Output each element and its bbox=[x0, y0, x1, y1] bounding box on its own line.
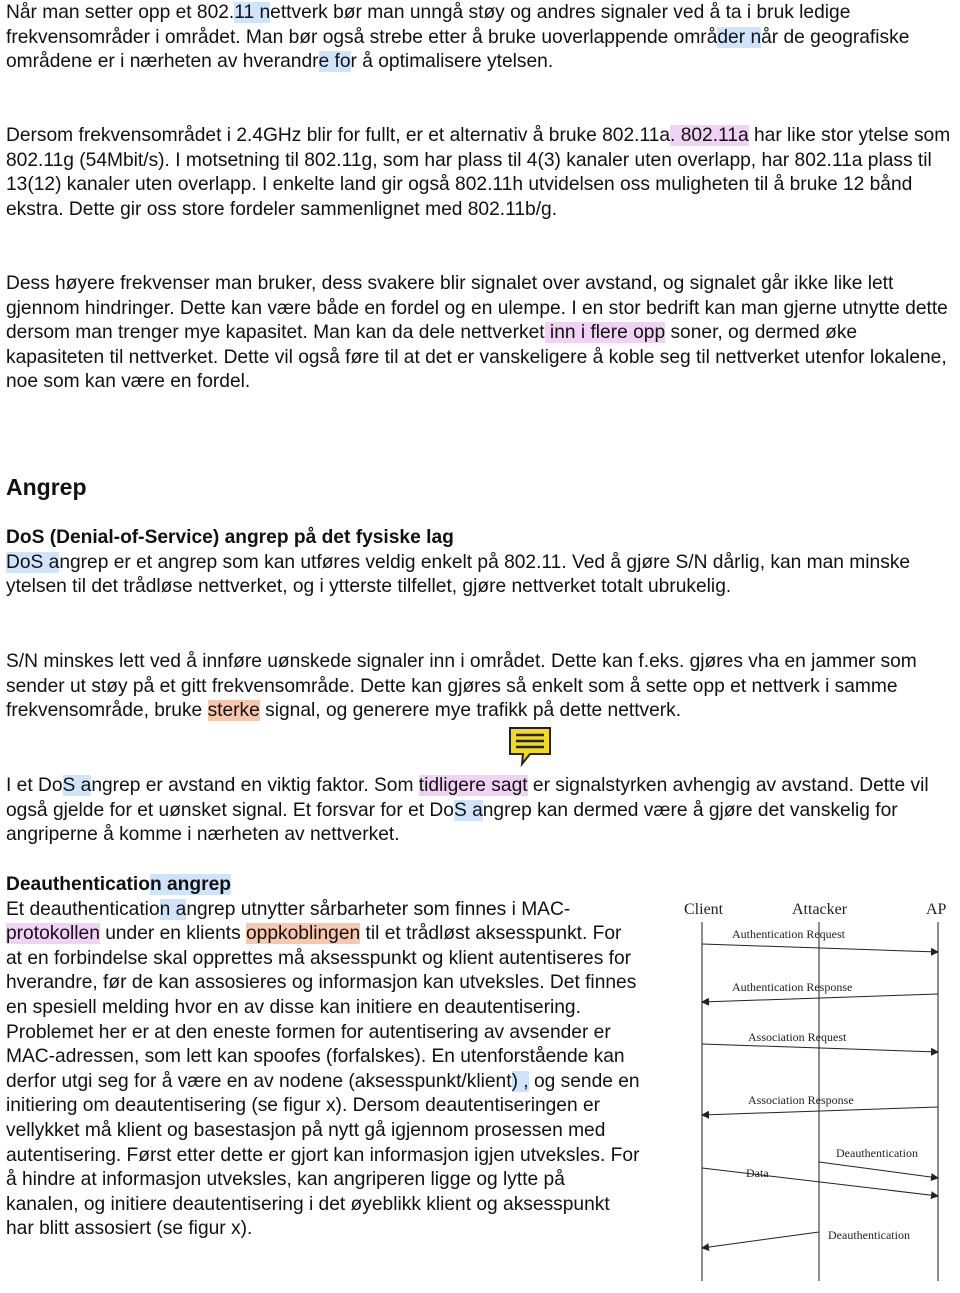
paragraph-sn-jamming bbox=[6, 650, 954, 724]
message-label: Authentication Response bbox=[732, 980, 853, 994]
subheading-dos: DoS (Denial-of-Service) angrep på det fysiske lag bbox=[6, 527, 454, 548]
highlight-blue[interactable]: der n bbox=[717, 26, 762, 48]
paragraph-frequency-planning bbox=[6, 1, 954, 75]
highlight-blue[interactable]: DoS a bbox=[6, 551, 60, 573]
text-run: soner, og dermed øke kapasiteten til nettverket. Dette vil også føre til at det er vanskeligere å koble seg til nettverket utenfor lokalene, noe som kan være en fordel. bbox=[6, 322, 947, 393]
text-run: Når man setter opp et 802. bbox=[6, 2, 235, 23]
text-run: ettverk bør man unngå støy og andres signaler ved å ta i bruk ledige frekvensområder i området. Man bør også strebe etter å bruke uoverlappende områ bbox=[6, 2, 851, 48]
highlight-blue[interactable]: 11 n bbox=[234, 2, 271, 23]
text-run: år de geografiske områdene er i nærheten av hverandr bbox=[6, 26, 910, 73]
label-client: Client bbox=[684, 901, 724, 918]
text-run: signal, og generere mye trafikk på dette nettverk. bbox=[259, 700, 682, 722]
text-run: Et deauthenticatio bbox=[6, 898, 160, 920]
message-arrow bbox=[702, 1232, 819, 1248]
highlight-orange[interactable]: oppkoblingen bbox=[246, 923, 361, 945]
text-run: I et Do bbox=[6, 775, 63, 796]
highlight-blue[interactable]: n a bbox=[159, 898, 187, 920]
text-run: S/N minskes lett ved å innføre uønskede signaler inn i området. Dette kan f.eks. gjøres vha en jammer som sender ut støy på et gitt frekvensområde. Dette kan gjøres så enkelt som å sette opp et nettverk i samme frekvensområde, bruke bbox=[6, 651, 917, 722]
paragraph-802-11a bbox=[6, 124, 954, 222]
text-run: har like stor ytelse som 802.11g (54Mbit/s). I motsetning til 802.11g, som har plass til 4(3) kanaler uten overlapp, har 802.11a plass til 13(12) kanaler uten overlapp. I enkelte land gir også 802.11h utvidelsen oss muligheten til å bruke 12 bånd ekstra. Dette gir oss store fordeler sammenlignet med 802.11b/g. bbox=[6, 125, 951, 220]
text-run: under en klients bbox=[99, 923, 247, 945]
text-run: r å optimalisere ytelsen. bbox=[350, 51, 554, 73]
text-run: Dess høyere frekvenser man bruker, dess svakere blir signalet over avstand, og signalet går ikke like lett gjennom hindringer. Dette kan være både en fordel og en ulempe. I en stor bedrift kan man gjerne utnytte dette dersom man trenger mye kapasitet. Man kan da dele nettverket bbox=[6, 273, 948, 344]
message-arrow bbox=[819, 1162, 938, 1178]
message-label: Deauthentication bbox=[828, 1228, 910, 1242]
paragraph-dos-distance bbox=[6, 774, 954, 848]
deauth-section bbox=[6, 873, 640, 1242]
message-label: Data bbox=[746, 1166, 769, 1180]
message-arrow bbox=[702, 1044, 938, 1052]
subheading-deauth bbox=[6, 873, 640, 898]
label-ap: AP bbox=[926, 901, 947, 918]
text-run: ngrep utnytter sårbarheter som finnes i MAC- bbox=[186, 898, 571, 920]
text-run: ngrep er et angrep som kan utføres veldig enkelt på 802.11. Ved å gjøre S/N dårlig, kan man minske ytelsen til det trådløse nettverket, og i ytterste tilfellet, gjøre nettverket totalt ubrukelig. bbox=[6, 551, 911, 598]
text-run: Dersom frekvensområdet i 2.4GHz blir for fullt, er et alternativ å bruke 802.11a bbox=[6, 125, 671, 146]
message-label: Authentication Request bbox=[732, 927, 845, 941]
section-heading-angrep: Angrep bbox=[6, 474, 87, 500]
message-label: Association Response bbox=[748, 1093, 854, 1107]
message-arrow bbox=[702, 1107, 938, 1115]
message-arrow bbox=[702, 994, 938, 1002]
text-run: ngrep kan dermed være å gjøre det vanskelig for angriperne å komme i nærheten av nettverket. bbox=[6, 799, 898, 846]
highlight-pink[interactable]: inn i flere opp bbox=[544, 322, 666, 344]
deauth-sequence-figure bbox=[676, 896, 958, 1286]
text-run: til et trådløst aksesspunkt. For at en forbindelse skal opprettes må aksesspunkt og klient autentiseres for hverandre, før de kan assosieres og informasjon kan utveksles. Det finnes en spesiell melding hvor en av disse kan initiere en deautentisering. Problemet her er at den eneste formen for autentisering av avsender er MAC-adressen, som lett kan spoofes (forfalskes). En utenforstående kan derfor utgi seg for å være en av nodene (aksesspunkt/klient bbox=[6, 923, 637, 1092]
highlight-orange[interactable]: sterke bbox=[207, 700, 260, 722]
paragraph-higher-frequencies bbox=[6, 272, 954, 395]
highlight-pink[interactable]: tidligere sagt bbox=[418, 775, 528, 796]
highlight-blue[interactable]: n angrep bbox=[149, 874, 231, 895]
highlight-pink[interactable]: protokollen bbox=[6, 923, 100, 945]
text-run: ngrep er avstand en viktig faktor. Som bbox=[91, 775, 419, 796]
message-arrow bbox=[702, 944, 938, 952]
note-comment-icon[interactable] bbox=[508, 726, 552, 773]
heading-text: Deauthenticatio bbox=[6, 874, 150, 895]
label-attacker: Attacker bbox=[792, 901, 848, 918]
highlight-blue[interactable]: e fo bbox=[318, 51, 351, 73]
message-label: Association Request bbox=[748, 1030, 847, 1044]
message-arrow bbox=[702, 1168, 938, 1196]
text-run: er signalstyrken avhengig av avstand. Dette vil også gjelde for et uønsket signal. Et forsvar for et Do bbox=[6, 775, 929, 821]
highlight-blue[interactable]: S a bbox=[453, 799, 483, 821]
message-label: Deauthentication bbox=[836, 1146, 918, 1160]
text-run: og sende en initiering om deautentisering (se figur x). Dersom deautentiseringen er vellykket må klient og basestasjon på nytt gå igjennom prosessen med autentisering. Først etter dette er gjort kan informasjon igjen utveksles. For å hindre at informasjon utveksles, kan angriperen ligge og lytte på kanalen, og initiere deautentisering i det øyeblikk klient og aksesspunkt har blitt assosiert (se figur x). bbox=[6, 1070, 640, 1240]
highlight-blue[interactable]: S a bbox=[62, 775, 92, 796]
dos-section bbox=[6, 526, 954, 600]
highlight-pink[interactable]: . 802.11a bbox=[670, 125, 749, 146]
highlight-blue[interactable]: ) , bbox=[511, 1070, 529, 1092]
